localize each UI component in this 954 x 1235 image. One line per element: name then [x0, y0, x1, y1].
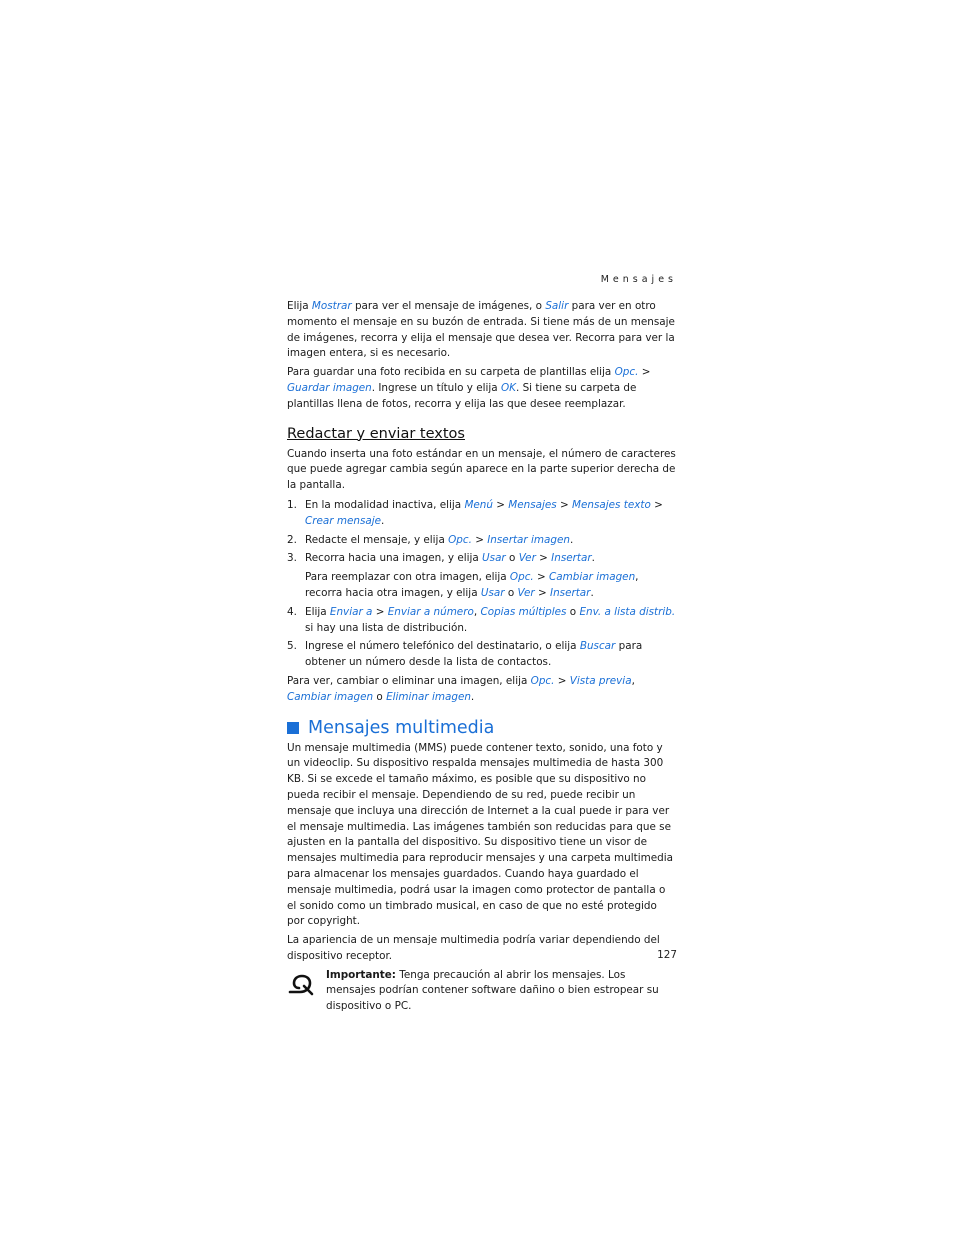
paragraph-replace-picture: Para reemplazar con otra imagen, elija Opc. > Cambiar imagen, recorra hacia otra imagen, y elija Usar o Ver > Insertar.	[305, 571, 639, 599]
list-item: 2. Redacte el mensaje, y elija Opc. > Insertar imagen.	[287, 533, 574, 546]
paragraph-mms-description: Un mensaje multimedia (MMS) puede contener texto, sonido, una foto y un videoclip. Su dispositivo respalda mensajes multimedia de hasta 300 KB. Si se excede el tamaño máximo, es posible que su dispositivo no pueda recibir el mensaje. Dependiendo de su red, puede recibir un mensaje que incluya una dirección de Internet a la cual puede ir para ver el mensaje multimedia. Las imágenes también son reducidas para que se ajusten en la pantalla del dispositivo. Su dispositivo tiene un visor de mensajes multimedia para reproducir mensajes y una carpeta multimedia para almacenar los mensajes guardados. Cuando haya guardado el mensaje multimedia, podrá usar la imagen como protector de pantalla o el sonido como un timbrado musical, en caso de que no esté protegido por copyright.	[287, 741, 673, 928]
section-heading: Mensajes multimedia	[287, 718, 677, 738]
steps-list	[287, 498, 677, 567]
paragraph-view-picture-message: Elija Mostrar para ver el mensaje de imágenes, o Salir para ver en otro momento el mensaje en su buzón de entrada. Si tiene más de un mensaje de imágenes, recorra y elija el mensaje que desea ver. Recorra para ver la imagen entera, si es necesario.	[287, 300, 675, 360]
page-number: 127	[657, 949, 677, 961]
paragraph-save-picture: Para guardar una foto recibida en su carpeta de plantillas elija Opc. > Guardar imagen. Ingrese un título y elija OK. Si tiene su carpeta de plantillas llena de fotos, recorra y elija las que desee reemplazar.	[287, 366, 651, 410]
link-guardar-imagen: Guardar imagen	[287, 381, 372, 394]
list-item: 1. En la modalidad inactiva, elija Menú > Mensajes > Mensajes texto > Crear mensaje.	[287, 498, 663, 527]
link-mostrar: Mostrar	[311, 300, 352, 312]
page-body	[287, 299, 677, 1015]
important-icon	[287, 968, 315, 1015]
running-head: Mensajes	[600, 274, 677, 285]
section-square-icon	[287, 722, 299, 734]
paragraph-mms-appearance: La apariencia de un mensaje multimedia podría variar dependiendo del dispositivo receptor.	[287, 934, 660, 962]
link-salir: Salir	[545, 300, 569, 312]
steps-list-continued	[287, 605, 677, 671]
link-opc: Opc.	[614, 366, 639, 379]
important-notice	[287, 968, 677, 1015]
list-item: 3. Recorra hacia una imagen, y elija Usar o Ver > Insertar.	[287, 552, 595, 565]
link-ok: OK	[500, 381, 516, 394]
paragraph-intro: Cuando inserta una foto estándar en un mensaje, el número de caracteres que puede agregar cambia según aparece en la parte superior derecha de la pantalla.	[287, 447, 676, 492]
paragraph-change-picture: Para ver, cambiar o eliminar una imagen, elija Opc. > Vista previa, Cambiar imagen o Eliminar imagen.	[287, 674, 635, 703]
list-item: 5. Ingrese el número telefónico del destinatario, o elija Buscar para obtener un número desde la lista de contactos.	[287, 640, 643, 669]
subheading: Redactar y enviar textos	[287, 425, 465, 442]
notice-text: Importante: Tenga precaución al abrir los mensajes. Los mensajes podrían contener software dañino o bien estropear su dispositivo o PC.	[326, 968, 659, 1013]
list-item: 4. Elija Enviar a > Enviar a número, Copias múltiples o Env. a lista distrib. si hay una lista de distribución.	[287, 605, 676, 634]
